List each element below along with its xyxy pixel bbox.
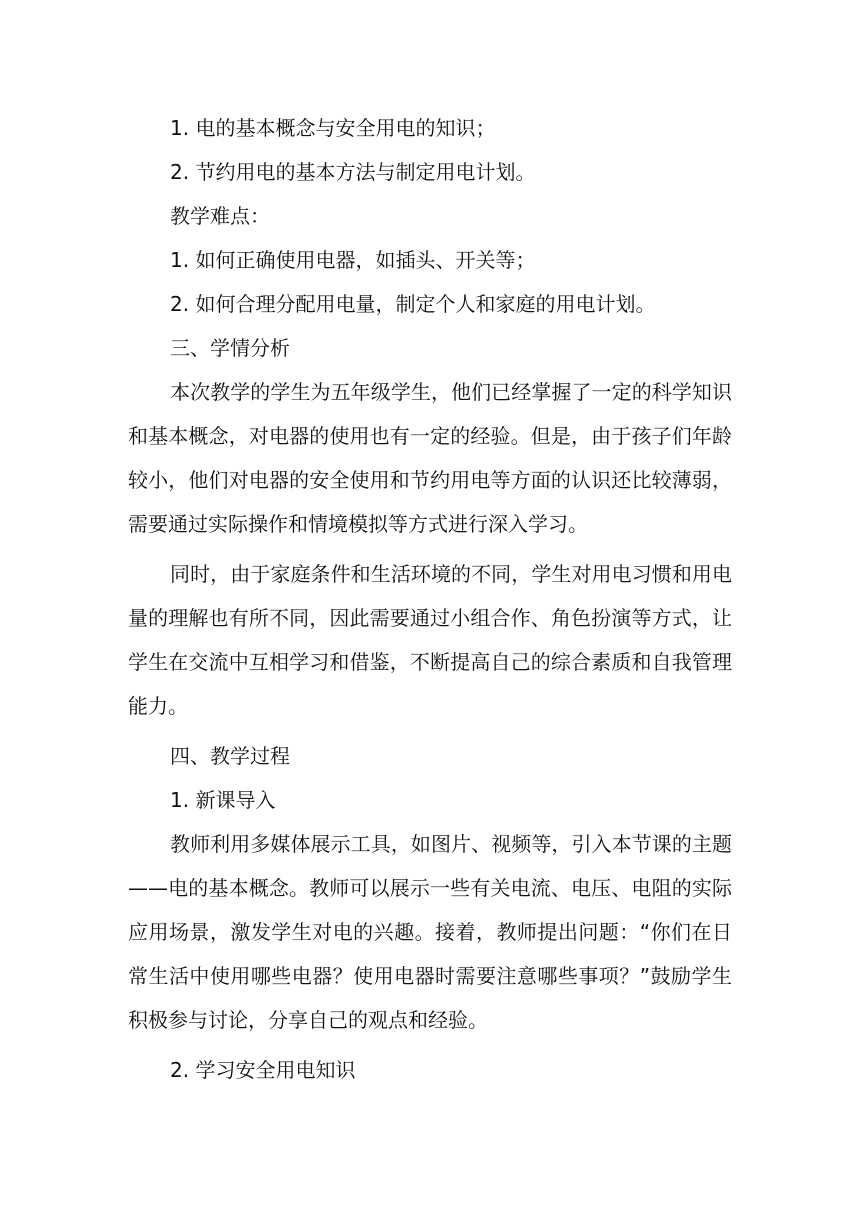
paragraph-line: 和基本概念，对电器的使用也有一定的经验。但是，由于孩子们年龄 [128,424,732,448]
section-heading: 三、学情分析 [170,336,290,360]
list-item: 2. 节约用电的基本方法与制定用电计划。 [170,160,536,184]
paragraph-line: 教师利用多媒体展示工具，如图片、视频等，引入本节课的主题 [170,832,732,856]
section-heading: 四、教学过程 [170,744,290,768]
subheading: 教学难点： [170,204,270,228]
paragraph-line: 常生活中使用哪些电器？使用电器时需要注意哪些事项？”鼓励学生 [128,964,732,988]
paragraph-line: 较小，他们对电器的安全使用和节约用电等方面的认识还比较薄弱， [128,468,732,492]
paragraph-line: 应用场景，激发学生对电的兴趣。接着，教师提出问题：“你们在日 [128,920,732,944]
list-item: 2. 如何合理分配用电量，制定个人和家庭的用电计划。 [170,292,656,316]
list-item: 1. 电的基本概念与安全用电的知识； [170,116,496,140]
paragraph [128,370,732,546]
paragraph-line: 本次教学的学生为五年级学生，他们已经掌握了一定的科学知识 [170,380,732,404]
subsection-heading: 2. 学习安全用电知识 [170,1058,356,1082]
paragraph-line: 量的理解也有所不同，因此需要通过小组合作、角色扮演等方式，让 [128,606,732,630]
paragraph-line: 能力。 [128,694,188,718]
paragraph-line: 同时，由于家庭条件和生活环境的不同，学生对用电习惯和用电 [170,562,732,586]
paragraph-line: 学生在交流中互相学习和借鉴，不断提高自己的综合素质和自我管理 [128,650,732,674]
subsection-heading: 1. 新课导入 [170,788,276,812]
paragraph [128,552,732,728]
paragraph-line: ——电的基本概念。教师可以展示一些有关电流、电压、电阻的实际 [128,876,732,900]
list-item: 1. 如何正确使用电器，如插头、开关等； [170,248,536,272]
paragraph [128,822,732,1042]
paragraph-line: 积极参与讨论，分享自己的观点和经验。 [128,1008,488,1032]
document-body [128,106,732,1092]
paragraph-line: 需要通过实际操作和情境模拟等方式进行深入学习。 [128,512,588,536]
